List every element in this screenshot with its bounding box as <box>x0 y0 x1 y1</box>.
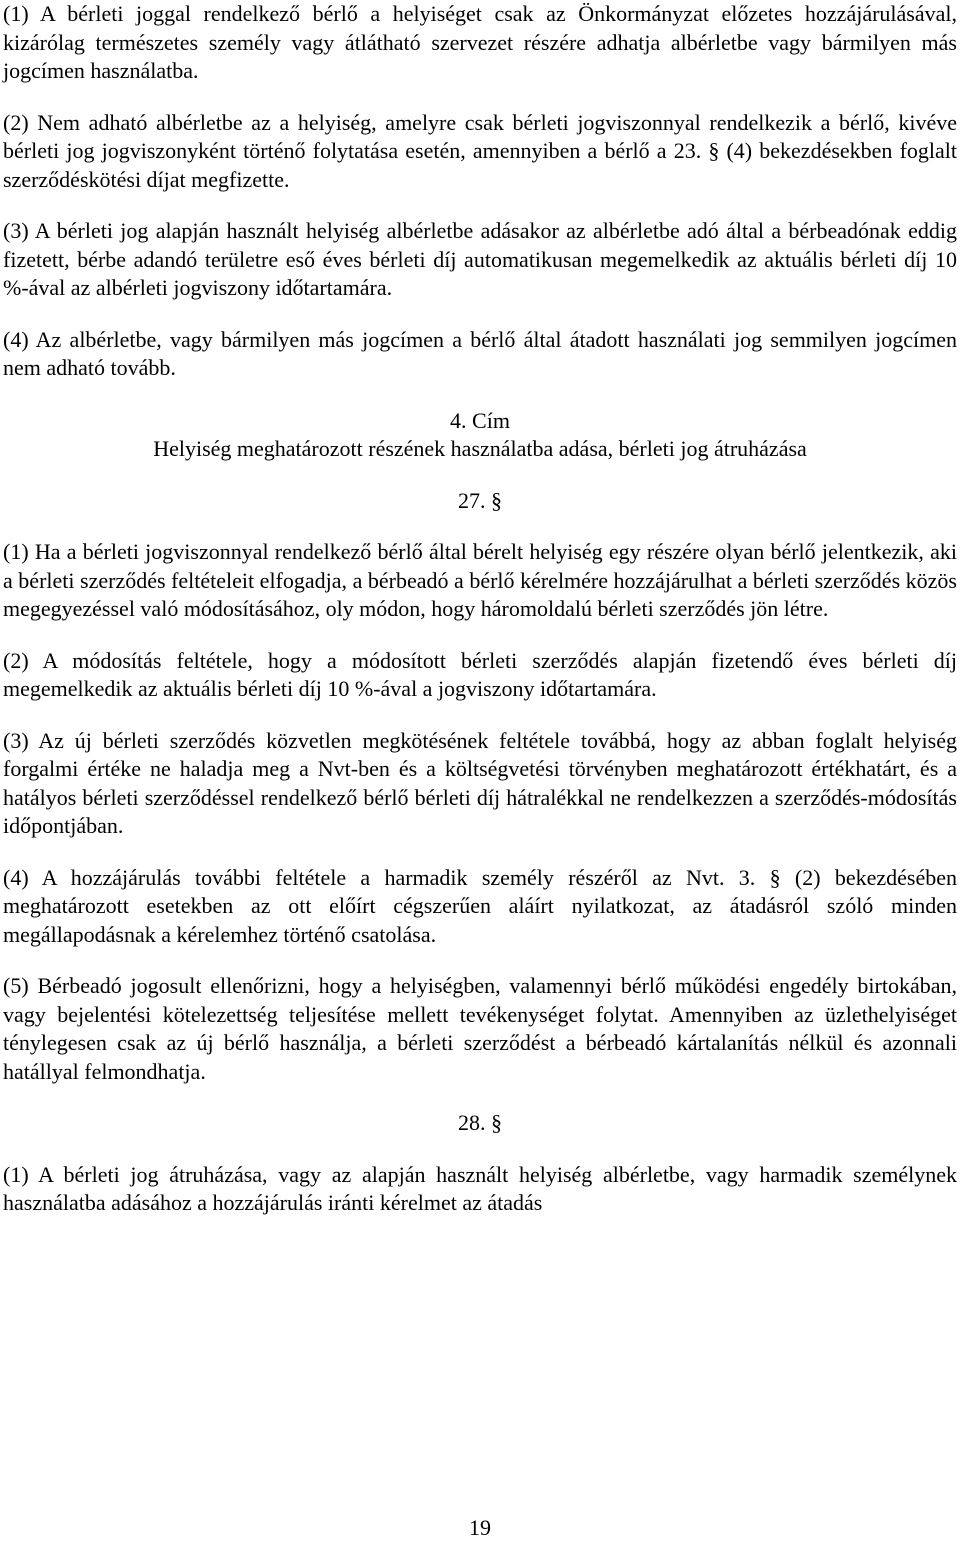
paragraph-4: (4) Az albérletbe, vagy bármilyen más jogcímen a bérlő által átadott használati jog semmilyen jogcímen nem adható tovább. <box>3 326 957 380</box>
section-27-heading: 27. § <box>458 487 502 513</box>
chapter-number: 4. Cím <box>450 407 510 433</box>
section-27-paragraph-1: (1) Ha a bérleti jogviszonnyal rendelkező bérlő által bérelt helyiség egy részére olyan bérlő jelentkezik, aki a bérleti szerződés feltételeit elfogadja, a bérbeadó a bérlő kérelmére hozzájárulhat a bérleti szerződés közös megegyezéssel való módosításához, oly módon, hogy háromoldalú bérleti szerződés jön létre. <box>3 539 957 621</box>
paragraph-3: (3) A bérleti jog alapján használt helyiség albérletbe adásakor az albérletbe adó által a bérbeadónak eddig fizetett, bérbe adandó területre eső éves bérleti díj automatikusan megemelkedik az aktuális bérleti díj 10 %-ával az albérleti jogviszony időtartamára. <box>3 218 957 300</box>
section-27-paragraph-3: (3) Az új bérleti szerződés közvetlen megkötésének feltétele továbbá, hogy az abban foglalt helyiség forgalmi értéke ne haladja meg a Nvt-ben és a költségvetési törvényben meghatározott értékhatárt, és a hatályos bérleti szerződéssel rendelkező bérlő bérleti díj hátralékkal ne rendelkezzen a szerződés-módosítás időpontjában. <box>3 727 957 838</box>
section-28-heading: 28. § <box>458 1110 502 1135</box>
section-27-paragraph-5: (5) Bérbeadó jogosult ellenőrizni, hogy a helyiségben, valamennyi bérlő működési engedély birtokában, vagy bejelentési kötelezettség teljesítése mellett tevékenységet folytat. Amennyiben az üzlethelyiséget ténylegesen csak az új bérlő használja, a bérleti szerződést a bérbeadó kártalanítás nélkül és azonnali hatállyal felmondhatja. <box>3 973 957 1084</box>
chapter-heading <box>3 395 957 464</box>
paragraph-1: (1) A bérleti joggal rendelkező bérlő a helyiséget csak az Önkormányzat előzetes hozzájárulásával, kizárólag természetes személy vagy átlátható szervezet részére adhatja albérletbe vagy bármilyen más jogcímen használatba. <box>3 1 957 83</box>
section-27-paragraph-4: (4) A hozzájárulás további feltétele a harmadik személy részéről az Nvt. 3. § (2) bekezdésében meghatározott esetekben az ott előírt cégszerűen aláírt nyilatkozat, az átadásról szóló minden megállapodásnak a kérelemhez történő csatolása. <box>3 864 957 947</box>
chapter-title: Helyiség meghatározott részének használatba adása, bérleti jog átruházása <box>153 436 807 461</box>
section-28-paragraph-1: (1) A bérleti jog átruházása, vagy az alapján használt helyiség albérletbe, vagy harmadik személynek használatba adásához a hozzájárulás iránti kérelmet az átadás <box>3 1161 957 1215</box>
page-number: 19 <box>469 1515 491 1540</box>
section-27-paragraph-2: (2) A módosítás feltétele, hogy a módosított bérleti szerződés alapján fizetendő éves bérleti díj megemelkedik az aktuális bérleti díj 10 %-ával a jogviszony időtartamára. <box>3 647 957 701</box>
document-body <box>3 0 957 1218</box>
paragraph-2: (2) Nem adható albérletbe az a helyiség, amelyre csak bérleti jogviszonnyal rendelkezik a bérlő, kivéve bérleti jog jogviszonyként történő folytatása esetén, amennyiben a bérlő a 23. § (4) bekezdésekben foglalt szerződéskötési díjat megfizette. <box>3 109 957 192</box>
